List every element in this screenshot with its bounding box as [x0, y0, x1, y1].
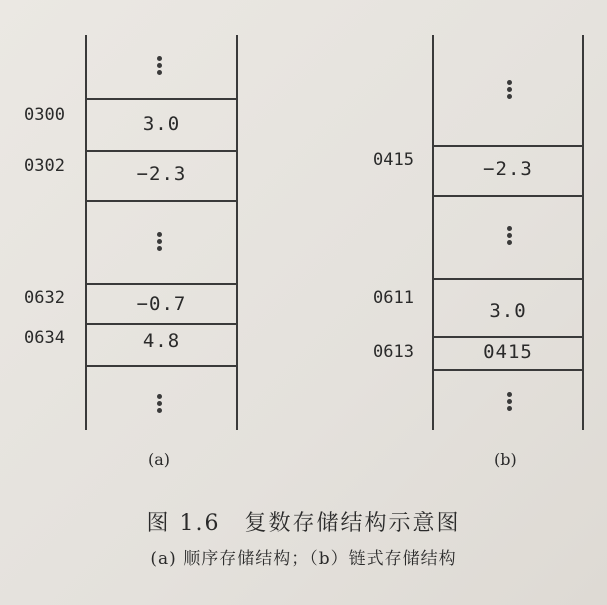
ellipsis-bottom-a [156, 393, 162, 414]
ellipsis-top-b [506, 79, 512, 100]
address-b-2: 0611 [373, 288, 414, 308]
cell-value-b-1: −2.3 [483, 158, 533, 180]
figure-caption-subtitle: (a) 顺序存储结构；（b）链式存储结构 [150, 549, 457, 569]
memory-column-b [432, 35, 584, 430]
divider [87, 150, 236, 152]
address-a-3: 0632 [24, 288, 65, 308]
figure-caption-title: 图 1.6 复数存储结构示意图 [146, 511, 461, 536]
label-a: (a) [148, 450, 171, 469]
divider [87, 283, 236, 285]
address-a-2: 0302 [24, 156, 65, 176]
ellipsis-bottom-b [506, 391, 512, 412]
divider [434, 336, 582, 338]
cell-value-b-3: 0415 [483, 341, 533, 363]
cell-value-a-2: −2.3 [136, 163, 187, 185]
ellipsis-middle-a [156, 231, 162, 252]
divider [87, 323, 236, 325]
divider [434, 195, 582, 197]
cell-value-a-3: −0.7 [136, 293, 187, 315]
divider [87, 98, 236, 100]
ellipsis-top-a [156, 55, 162, 76]
address-b-1: 0415 [373, 150, 414, 170]
cell-value-a-4: 4.8 [142, 330, 181, 352]
ellipsis-middle-b [506, 225, 512, 246]
label-b: (b) [494, 450, 517, 469]
divider [87, 365, 236, 367]
cell-value-b-2: 3.0 [489, 300, 527, 322]
address-a-1: 0300 [24, 105, 65, 125]
divider [434, 369, 582, 371]
address-a-4: 0634 [24, 328, 65, 348]
divider [434, 278, 582, 280]
cell-value-a-1: 3.0 [142, 113, 181, 135]
address-b-3: 0613 [373, 342, 414, 362]
memory-column-a [85, 35, 238, 430]
divider [87, 200, 236, 202]
divider [434, 145, 582, 147]
